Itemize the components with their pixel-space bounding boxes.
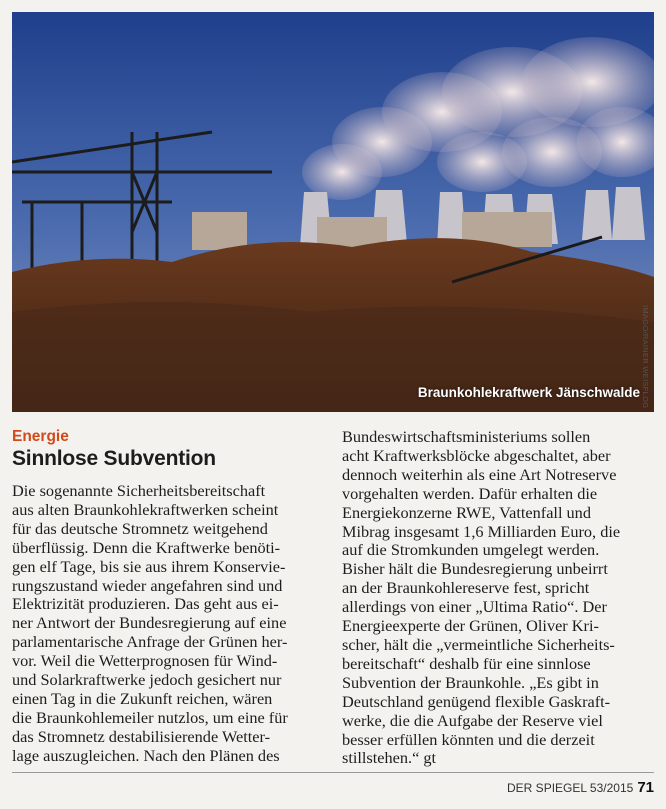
text-line: einen Tag in die Zukunft reichen, wären (12, 688, 273, 708)
text-line: lage auszugleichen. Nach den Plänen des (12, 745, 280, 765)
text-line: auf die Stromkunden umgelegt werden. (342, 540, 600, 560)
text-line: aus alten Braunkohlekraftwerken scheint (12, 499, 279, 519)
text-line: Energieexperte der Grünen, Oliver Kri- (342, 616, 599, 636)
text-line: Mibrag insgesamt 1,6 Milliarden Euro, die (342, 521, 621, 541)
text-line: allerdings von einer „Ultima Ratio“. Der (342, 597, 607, 617)
text-line: vor. Weil die Wetterprognosen für Wind- (12, 651, 278, 671)
photo-caption: Braunkohlekraftwerk Jänschwalde (417, 385, 640, 400)
page-number: 71 (637, 779, 654, 796)
text-line: stillstehen.“ gt (342, 748, 437, 768)
footer-divider (12, 772, 654, 773)
text-line: Bisher hält die Bundesregierung unbeirrt (342, 559, 608, 579)
text-line: werke, die die Aufgabe der Reserve viel (342, 710, 603, 730)
article-photo (12, 12, 654, 412)
text-line: für das deutsche Stromnetz weitgehend (12, 518, 268, 538)
text-line: acht Kraftwerksblöcke abgeschaltet, aber (342, 445, 611, 465)
text-line: ner Antwort der Bundesregierung auf eine (12, 613, 287, 633)
magazine-issue: DER SPIEGEL 53/2015 (507, 781, 634, 795)
text-line: an der Braunkohlereserve fest, spricht (342, 578, 590, 598)
article-column-left (12, 428, 328, 766)
article-headline: Sinnlose Subvention (12, 447, 216, 470)
text-line: überflüssig. Denn die Kraftwerke benöti- (12, 537, 281, 557)
text-line: Deutschland genügend flexible Gaskraft- (342, 691, 611, 711)
page-footer (507, 779, 654, 796)
text-line: besser erfüllen könnten und die derzeit (342, 729, 595, 749)
text-line: bereitschaft“ deshalb für eine sinnlose (342, 653, 591, 673)
text-line: rungszustand wieder angefahren sind und (12, 575, 283, 595)
text-line: Subvention der Braunkohle. „Es gibt in (342, 672, 599, 692)
text-line: scher, hält die „vermeintliche Sicherheits- (342, 634, 615, 654)
power-plant-illustration (12, 12, 654, 412)
text-line: und Solarkraftwerke jedoch gesichert nur (12, 670, 282, 690)
text-line: das Stromnetz destabilisierende Wetter- (12, 726, 271, 746)
text-line: die Braunkohlemeiler nutzlos, um eine für (12, 707, 288, 727)
text-line: parlamentarische Anfrage der Grünen her- (12, 632, 288, 652)
article-kicker: Energie (12, 428, 69, 445)
text-line: gen elf Tage, bis sie aus ihrem Konservie- (12, 556, 286, 576)
text-line: Die sogenannte Sicherheitsbereitschaft (12, 481, 266, 500)
text-line: Bundeswirtschaftsministeriums sollen (342, 427, 591, 446)
text-line: dennoch weiterhin als eine Art Notreserve (342, 464, 617, 484)
text-line: Elektrizität produzieren. Das geht aus ei- (12, 594, 279, 614)
text-line: Energiekonzerne RWE, Vattenfall und (342, 502, 591, 522)
text-line: vorgehalten werden. Dafür erhalten die (342, 483, 598, 503)
photo-credit: IMAGO/RAINER WEISFLOG (641, 305, 650, 409)
article-column-right (342, 428, 654, 768)
